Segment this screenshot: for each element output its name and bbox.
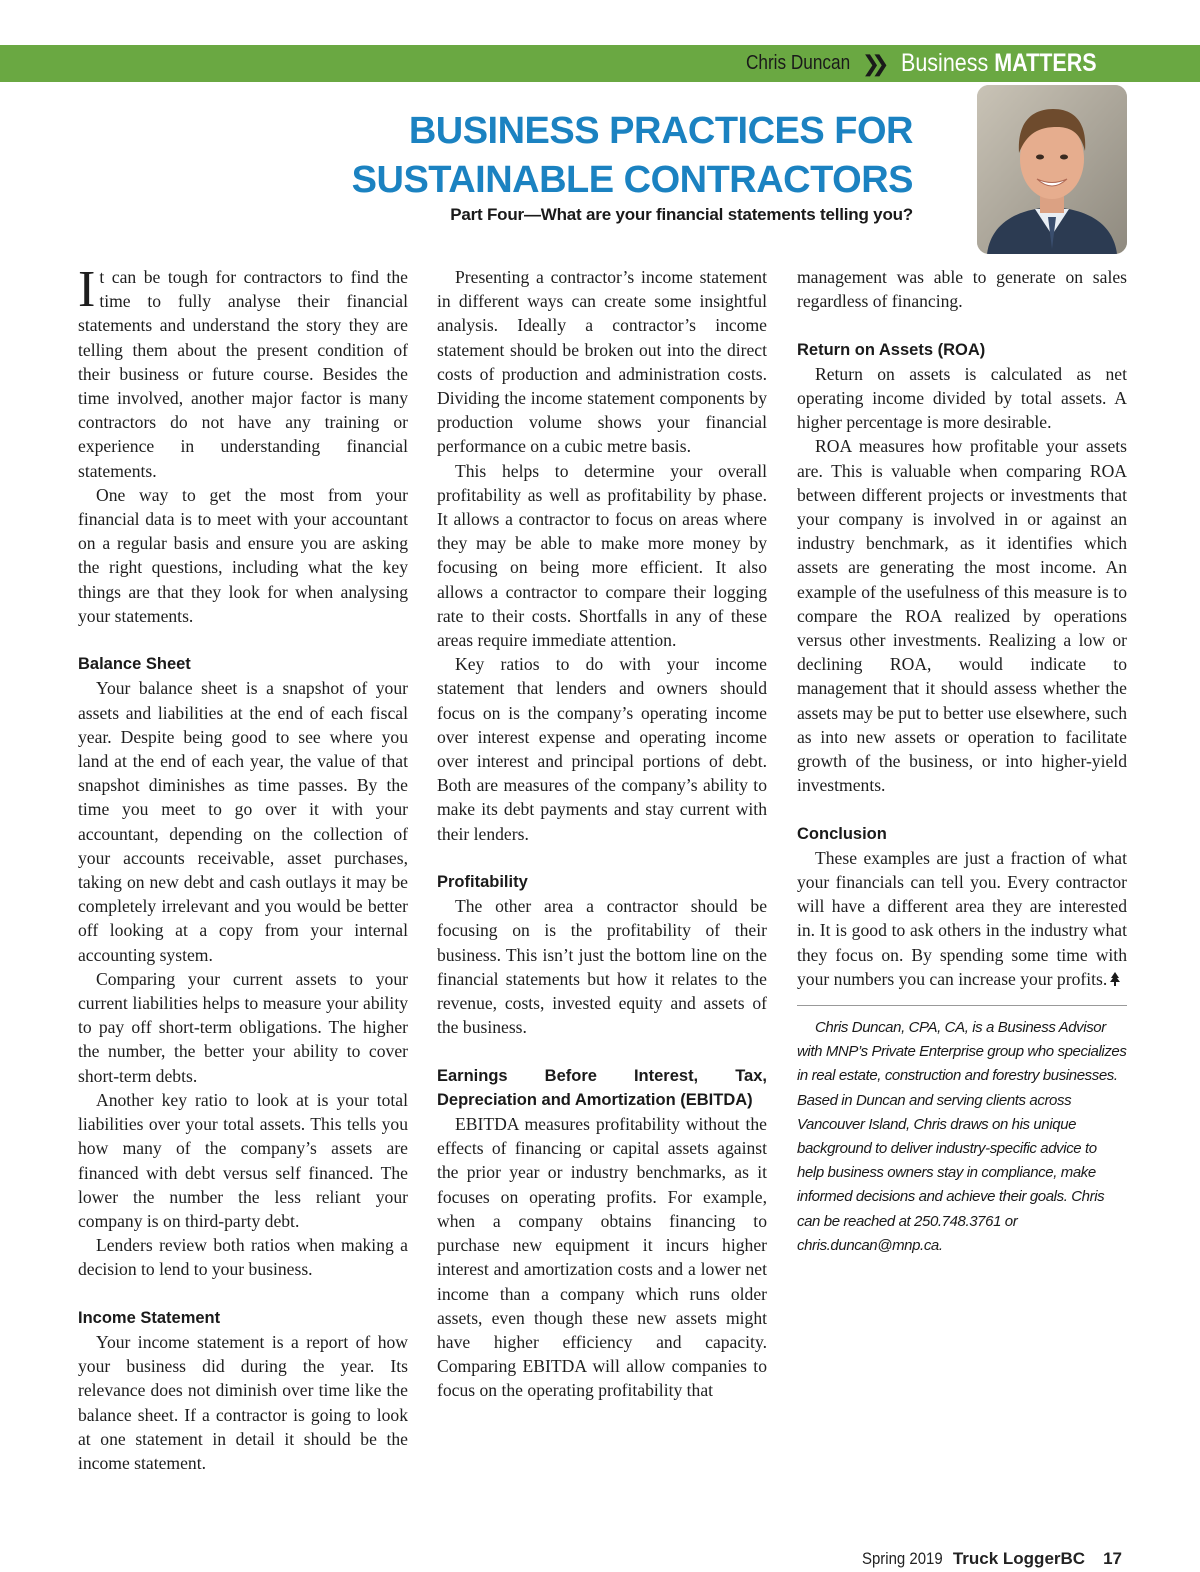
bio-divider [797, 1005, 1127, 1006]
page-number: 17 [1103, 1549, 1122, 1568]
section-name [901, 49, 1097, 78]
paragraph-conclusion [797, 846, 1127, 991]
heading-conclusion: Conclusion [797, 824, 887, 843]
paragraph: Lenders review both ratios when making a decision to lend to your business. [78, 1235, 408, 1280]
conclusion-text: These examples are just a fraction of what your financials can tell you. Every contractor will have a different area they are interested in. It is good to ask others in the industry what they focus on. By spending some time with your numbers you can increase your profits. [797, 847, 1127, 989]
paragraph: Your balance sheet is a snapshot of your assets and liabilities at the end of each fiscal year. Despite being good to see where you land at the end of each year, the value of that snapshot diminishes as time passes. By the time you meet to go over it with your accountant, depending on the collection of your accounts receivable, asset purchases, taking on new debt and cash outlays it may be completely irrelevant and you would be better off looking at a copy from your internal accounting system. [78, 678, 408, 965]
drop-cap: I [78, 261, 96, 318]
author-photo [977, 85, 1127, 254]
paragraph: Key ratios to do with your income statement that lenders and owners should focus on is the company’s operating income over interest expense and operating income over interest and principal portions of debt. Both are measures of the company’s ability to make its debt payments and stay current with their lenders. [437, 654, 767, 844]
article-column-1 [78, 261, 408, 1475]
title-line-2: SUSTAINABLE CONTRACTORS [351, 159, 913, 201]
paragraph: Comparing your current assets to your current liabilities helps to measure your ability to pay off short-term obligations. The higher the number, the better your ability to cover short-term debts. [78, 968, 408, 1086]
article-subtitle: Part Four—What are your financial statements telling you? [450, 205, 913, 224]
article-column-3 [797, 265, 1127, 1258]
heading-ebitda: Earnings Before Interest, Tax, Depreciation and Amortization (EBITDA) [437, 1066, 767, 1109]
tree-icon [1109, 972, 1121, 986]
page-footer [851, 1546, 1122, 1572]
article-column-2 [437, 265, 767, 1403]
paragraph-intro [78, 261, 408, 483]
paragraph: Another key ratio to look at is your total liabilities over your total assets. This tells you how many of the company’s assets are financed with debt versus self financed. The lower the number the less reliant your company is on third-party debt. [78, 1089, 408, 1231]
footer-issue: Spring 2019 [862, 1549, 943, 1568]
paragraph: The other area a contractor should be focusing on is the profitability of their business. This isn’t just the bottom line on the financial statements but how it relates to the revenue, costs, invested equity and assets of the business. [437, 896, 767, 1038]
section-header-bar [0, 45, 1200, 82]
section-bold: MATTERS [993, 49, 1097, 77]
article-title [213, 107, 913, 205]
section-header-content [729, 45, 1128, 82]
paragraph: Your income statement is a report of how your business did during the year. Its relevance does not diminish over time like the balance sheet. If a contractor is going to look at one statement in detail it should be the income statement. [78, 1331, 408, 1473]
chevron-right-icon: ❯❯ [861, 50, 881, 76]
paragraph: One way to get the most from your financial data is to meet with your accountant on a regular basis and ensure you are asking the right questions, including what the key things are that they look for when analysing your statements. [78, 484, 408, 626]
heading-balance-sheet: Balance Sheet [78, 655, 191, 674]
paragraph: This helps to determine your overall profitability as well as profitability by phase. It allows a contractor to focus on areas where they may be able to make more money by focusing on being more efficient. It also allows a contractor to compare their logging rate to their costs. Shortfalls in any of these areas require immediate attention. [437, 460, 767, 651]
footer-magazine: Truck LoggerBC [952, 1549, 1086, 1568]
paragraph: EBITDA measures profitability without the effects of financing or capital assets against the prior year or industry benchmarks, as it focuses on operating profits. For example, when a company obtains financing to purchase new equipment it incurs higher interest and amortization costs and a lower net income than a company which runs older assets, even though these new assets might have higher efficiency and capacity. Comparing EBITDA will allow companies to focus on the operating profitability that [437, 1114, 767, 1401]
header-author: Chris Duncan [745, 52, 850, 74]
author-bio: Chris Duncan, CPA, CA, is a Business Advisor with MNP’s Private Enterprise group who specializes in real estate, construction and forestry businesses. Based in Duncan and serving clients across Vancouver Island, Chris draws on his unique background to deliver industry-specific advice to help business owners stay in compliance, make informed decisions and achieve their goals. Chris can be reached at 250.748.3761 or chris.duncan@mnp.ca. [797, 1019, 1127, 1254]
paragraph-intro-text: t can be tough for contractors to find the time to fully analyse their financial statements and understand the story they are telling them about the present condition of their business or future course. Besides the time involved, another major factor is many contractors do not have any training or experience in understanding financial statements. [78, 267, 408, 481]
heading-profitability: Profitability [437, 873, 528, 892]
title-line-1: BUSINESS PRACTICES FOR [408, 110, 913, 152]
heading-income-statement: Income Statement [78, 1308, 221, 1327]
paragraph-continued: management was able to generate on sales regardless of financing. [797, 267, 1127, 312]
paragraph: Return on assets is calculated as net operating income divided by total assets. A higher percentage is more desirable. [797, 363, 1127, 433]
paragraph: Presenting a contractor’s income statement in different ways can create some insightful analysis. Ideally a contractor’s income statement should be broken out into the direct costs of production and administration costs. Dividing the income statement components by production volume shows your financial performance on a cubic metre basis. [437, 267, 767, 457]
paragraph: ROA measures how profitable your assets are. This is valuable when comparing ROA between different projects or investments that your company is involved in or against an industry benchmark, as it identifies which assets are generating the most income. An example of the usefulness of this measure is to compare the ROA realized by operations versus other investments. Realizing a low or declining ROA, would indicate to management that it should assess whether the assets may be put to better use elsewhere, such as into new assets or operation to facilitate growth of the business, or into higher-yield investments. [797, 436, 1127, 796]
heading-roa: Return on Assets (ROA) [797, 340, 986, 359]
section-prefix: Business [900, 49, 988, 77]
